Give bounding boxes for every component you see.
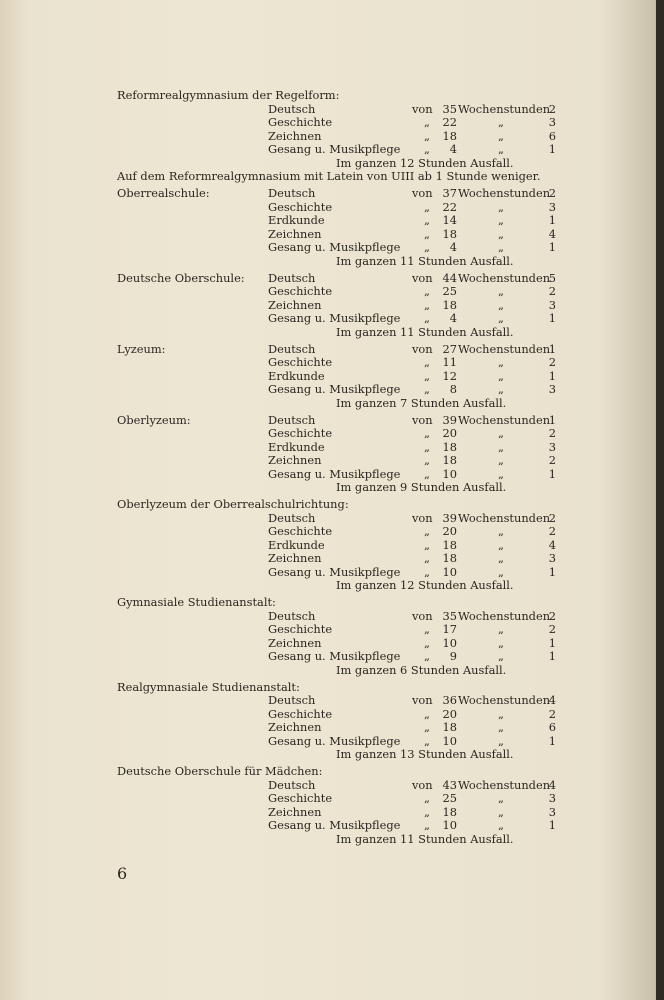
ditto-mark: „ [498, 791, 504, 806]
ditto-mark: „ [424, 791, 430, 806]
total-hours: 18 [442, 804, 457, 819]
subject-name: Geschichte [268, 284, 333, 299]
von-label: von [412, 270, 433, 285]
reduced-hours: 4 [548, 777, 556, 792]
ditto-mark: „ [424, 226, 430, 241]
reduced-hours: 2 [548, 608, 556, 623]
reduced-hours: 1 [548, 412, 556, 427]
total-hours: 35 [442, 101, 457, 116]
ditto-mark: „ [424, 649, 430, 664]
subject-name: Geschichte [268, 115, 333, 130]
reduced-hours: 2 [548, 510, 556, 525]
reduced-hours: 3 [548, 439, 556, 454]
total-hours: 10 [442, 733, 457, 748]
total-hours: 11 [442, 355, 457, 370]
section-summary: Im ganzen 9 Stunden Ausfall. [336, 480, 507, 495]
total-hours: 4 [449, 311, 457, 326]
section-summary: Im ganzen 11 Stunden Ausfall. [336, 831, 514, 846]
reduced-hours: 3 [548, 297, 556, 312]
total-hours: 12 [442, 368, 457, 383]
subject-name: Erdkunde [268, 439, 325, 454]
subject-name: Gesang u. Musikpflege [268, 818, 401, 833]
ditto-mark: „ [424, 213, 430, 228]
ditto-mark: „ [424, 284, 430, 299]
unit-label: Wochenstunden [458, 693, 551, 707]
total-hours: 25 [442, 284, 457, 299]
reduced-hours: 1 [548, 466, 556, 481]
ditto-mark: „ [498, 537, 504, 552]
section-title: Gymnasiale Studienanstalt: [117, 595, 276, 609]
reduced-hours: 2 [548, 706, 556, 721]
ditto-mark: „ [498, 213, 504, 228]
section-title: Deutsche Oberschule für Mädchen: [117, 764, 323, 778]
ditto-mark: „ [424, 804, 430, 819]
ditto-mark: „ [498, 733, 504, 748]
total-hours: 20 [442, 524, 457, 539]
reduced-hours: 6 [548, 128, 556, 143]
ditto-mark: „ [498, 466, 504, 481]
ditto-mark: „ [424, 142, 430, 157]
ditto-mark: „ [424, 524, 430, 539]
reduced-hours: 1 [548, 368, 556, 383]
reduced-hours: 2 [548, 355, 556, 370]
ditto-mark: „ [498, 382, 504, 397]
section-title: Realgymnasiale Studienanstalt: [117, 679, 300, 694]
total-hours: 14 [442, 213, 457, 228]
reduced-hours: 2 [548, 284, 556, 299]
subject-name: Zeichnen [268, 804, 322, 819]
ditto-mark: „ [498, 453, 504, 468]
ditto-mark: „ [424, 706, 430, 721]
reduced-hours: 2 [548, 622, 556, 637]
total-hours: 22 [442, 115, 457, 130]
binding-edge [656, 0, 664, 1000]
total-hours: 18 [442, 537, 457, 552]
ditto-mark: „ [424, 453, 430, 468]
total-hours: 18 [442, 297, 457, 312]
reduced-hours: 2 [548, 524, 556, 539]
ditto-mark: „ [498, 368, 504, 383]
total-hours: 18 [442, 453, 457, 468]
subject-name: Geschichte [268, 355, 333, 370]
ditto-mark: „ [498, 635, 504, 650]
subject-name: Zeichnen [268, 128, 322, 143]
page-number: 6 [117, 864, 128, 883]
subject-name: Zeichnen [268, 720, 322, 735]
text-line [0, 747, 664, 762]
total-hours: 17 [442, 622, 457, 637]
ditto-mark: „ [498, 706, 504, 721]
reduced-hours: 1 [548, 635, 556, 650]
ditto-mark: „ [424, 240, 430, 255]
section-note: Auf dem Reformrealgymnasium mit Latein von UIII ab 1 Stunde weniger. [117, 169, 541, 184]
ditto-mark: „ [498, 355, 504, 370]
subject-name: Gesang u. Musikpflege [268, 564, 401, 579]
ditto-mark: „ [498, 311, 504, 326]
ditto-mark: „ [424, 551, 430, 566]
unit-label: Wochenstunden [458, 270, 551, 285]
subject-name: Deutsch [268, 341, 316, 356]
subject-name: Gesang u. Musikpflege [268, 311, 401, 326]
ditto-mark: „ [498, 297, 504, 312]
von-label: von [412, 693, 433, 707]
ditto-mark: „ [424, 622, 430, 637]
ditto-mark: „ [498, 720, 504, 735]
subject-name: Zeichnen [268, 551, 322, 566]
text-line [0, 254, 664, 269]
ditto-mark: „ [498, 426, 504, 440]
section-summary: Im ganzen 13 Stunden Ausfall. [336, 747, 514, 762]
ditto-mark: „ [424, 635, 430, 650]
subject-name: Deutsch [268, 186, 316, 201]
subject-name: Deutsch [268, 777, 316, 792]
ditto-mark: „ [424, 733, 430, 748]
subject-name: Geschichte [268, 791, 333, 806]
subject-name: Erdkunde [268, 368, 325, 383]
subject-name: Deutsch [268, 412, 316, 427]
total-hours: 18 [442, 720, 457, 735]
ditto-mark: „ [424, 426, 430, 440]
ditto-mark: „ [498, 622, 504, 637]
total-hours: 9 [449, 649, 457, 664]
reduced-hours: 1 [548, 142, 556, 157]
subject-name: Erdkunde [268, 213, 325, 228]
text-line [0, 832, 664, 847]
subject-name: Deutsch [268, 510, 316, 525]
reduced-hours: 4 [548, 537, 556, 552]
von-label: von [412, 186, 433, 201]
subject-name: Deutsch [268, 693, 316, 707]
reduced-hours: 1 [548, 311, 556, 326]
text-line [0, 325, 664, 340]
reduced-hours: 4 [548, 226, 556, 241]
unit-label: Wochenstunden [458, 608, 551, 623]
unit-label: Wochenstunden [458, 777, 551, 792]
subject-name: Gesang u. Musikpflege [268, 649, 401, 664]
total-hours: 20 [442, 426, 457, 440]
reduced-hours: 1 [548, 818, 556, 833]
subject-name: Deutsch [268, 270, 316, 285]
reduced-hours: 6 [548, 720, 556, 735]
subject-name: Gesang u. Musikpflege [268, 240, 401, 255]
ditto-mark: „ [498, 564, 504, 579]
subject-name: Zeichnen [268, 453, 322, 468]
subject-name: Zeichnen [268, 635, 322, 650]
total-hours: 10 [442, 466, 457, 481]
ditto-mark: „ [498, 128, 504, 143]
reduced-hours: 3 [548, 382, 556, 397]
reduced-hours: 1 [548, 341, 556, 356]
ditto-mark: „ [498, 439, 504, 454]
total-hours: 39 [442, 412, 457, 427]
subject-name: Geschichte [268, 524, 333, 539]
section-summary: Im ganzen 11 Stunden Ausfall. [336, 253, 514, 268]
ditto-mark: „ [424, 199, 430, 214]
ditto-mark: „ [498, 551, 504, 566]
reduced-hours: 5 [548, 270, 556, 285]
section-summary: Im ganzen 12 Stunden Ausfall. [336, 155, 514, 170]
reduced-hours: 4 [548, 693, 556, 707]
von-label: von [412, 608, 433, 623]
section-summary: Im ganzen 12 Stunden Ausfall. [336, 578, 514, 593]
total-hours: 25 [442, 791, 457, 806]
subject-name: Deutsch [268, 608, 316, 623]
total-hours: 10 [442, 635, 457, 650]
total-hours: 44 [442, 270, 457, 285]
subject-name: Gesang u. Musikpflege [268, 733, 401, 748]
section-summary: Im ganzen 6 Stunden Ausfall. [336, 662, 507, 677]
von-label: von [412, 341, 433, 356]
total-hours: 37 [442, 186, 457, 201]
reduced-hours: 1 [548, 213, 556, 228]
total-hours: 22 [442, 199, 457, 214]
ditto-mark: „ [424, 564, 430, 579]
ditto-mark: „ [498, 240, 504, 255]
ditto-mark: „ [498, 818, 504, 833]
reduced-hours: 3 [548, 115, 556, 130]
reduced-hours: 3 [548, 199, 556, 214]
reduced-hours: 3 [548, 804, 556, 819]
subject-name: Gesang u. Musikpflege [268, 466, 401, 481]
ditto-mark: „ [498, 115, 504, 130]
section-title: Oberrealschule: [117, 186, 210, 201]
subject-name: Zeichnen [268, 297, 322, 312]
ditto-mark: „ [424, 382, 430, 397]
ditto-mark: „ [424, 818, 430, 833]
section-title: Oberlyzeum der Oberrealschulrichtung: [117, 497, 349, 511]
ditto-mark: „ [424, 355, 430, 370]
reduced-hours: 2 [548, 101, 556, 116]
ditto-mark: „ [424, 297, 430, 312]
unit-label: Wochenstunden [458, 186, 551, 201]
reduced-hours: 3 [548, 551, 556, 566]
ditto-mark: „ [498, 284, 504, 299]
total-hours: 36 [442, 693, 457, 707]
ditto-mark: „ [498, 142, 504, 157]
ditto-mark: „ [498, 649, 504, 664]
text-line [0, 663, 664, 678]
ditto-mark: „ [424, 128, 430, 143]
reduced-hours: 1 [548, 649, 556, 664]
ditto-mark: „ [424, 537, 430, 552]
total-hours: 20 [442, 706, 457, 721]
text-line [0, 578, 664, 593]
total-hours: 39 [442, 510, 457, 525]
reduced-hours: 1 [548, 564, 556, 579]
ditto-mark: „ [424, 368, 430, 383]
ditto-mark: „ [424, 311, 430, 326]
ditto-mark: „ [424, 115, 430, 130]
ditto-mark: „ [498, 199, 504, 214]
subject-name: Geschichte [268, 426, 333, 440]
subject-name: Zeichnen [268, 226, 322, 241]
total-hours: 18 [442, 226, 457, 241]
von-label: von [412, 777, 433, 792]
text-line [0, 169, 664, 184]
section-summary: Im ganzen 7 Stunden Ausfall. [336, 395, 507, 410]
total-hours: 4 [449, 142, 457, 157]
von-label: von [412, 412, 433, 427]
subject-name: Geschichte [268, 199, 333, 214]
total-hours: 8 [449, 382, 457, 397]
subject-name: Gesang u. Musikpflege [268, 382, 401, 397]
total-hours: 35 [442, 608, 457, 623]
subject-name: Geschichte [268, 706, 333, 721]
section-summary: Im ganzen 11 Stunden Ausfall. [336, 324, 514, 339]
total-hours: 18 [442, 439, 457, 454]
section-title: Deutsche Oberschule: [117, 270, 245, 285]
reduced-hours: 3 [548, 791, 556, 806]
subject-name: Deutsch [268, 101, 316, 116]
total-hours: 27 [442, 341, 457, 356]
section-title: Reformrealgymnasium der Regelform: [117, 88, 340, 102]
unit-label: Wochenstunden [458, 412, 551, 427]
total-hours: 18 [442, 128, 457, 143]
text-line [0, 396, 664, 411]
total-hours: 18 [442, 551, 457, 566]
total-hours: 10 [442, 818, 457, 833]
total-hours: 10 [442, 564, 457, 579]
von-label: von [412, 510, 433, 525]
reduced-hours: 1 [548, 733, 556, 748]
von-label: von [412, 101, 433, 116]
ditto-mark: „ [424, 466, 430, 481]
ditto-mark: „ [498, 226, 504, 241]
ditto-mark: „ [424, 439, 430, 454]
reduced-hours: 2 [548, 186, 556, 201]
total-hours: 43 [442, 777, 457, 792]
unit-label: Wochenstunden [458, 341, 551, 356]
text-line [0, 480, 664, 495]
section-title: Oberlyzeum: [117, 412, 191, 427]
total-hours: 4 [449, 240, 457, 255]
ditto-mark: „ [498, 524, 504, 539]
reduced-hours: 1 [548, 240, 556, 255]
ditto-mark: „ [424, 720, 430, 735]
subject-name: Gesang u. Musikpflege [268, 142, 401, 157]
subject-name: Geschichte [268, 622, 333, 637]
unit-label: Wochenstunden [458, 510, 551, 525]
subject-name: Erdkunde [268, 537, 325, 552]
unit-label: Wochenstunden [458, 101, 551, 116]
ditto-mark: „ [498, 804, 504, 819]
reduced-hours: 2 [548, 453, 556, 468]
reduced-hours: 2 [548, 426, 556, 440]
section-title: Lyzeum: [117, 341, 166, 356]
